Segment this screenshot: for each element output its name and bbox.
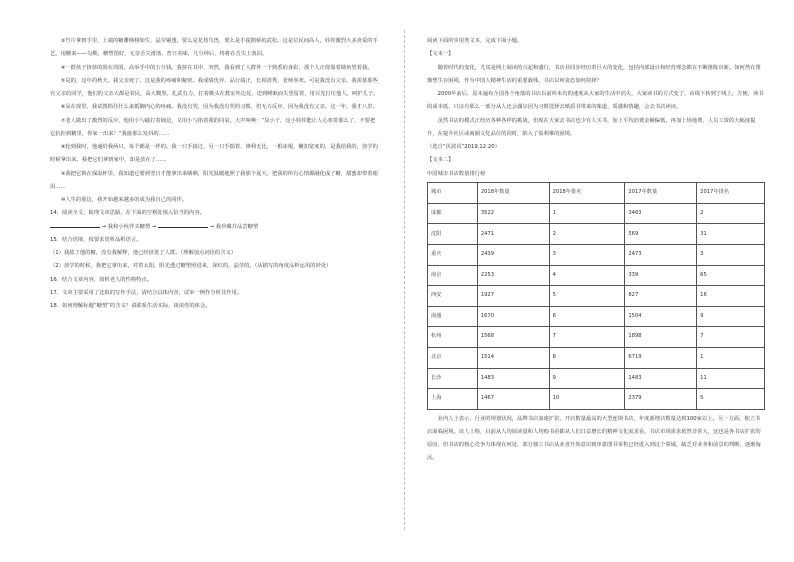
question-17: 17．文章主要采用了比拟的写作手法，请结合具体内容，试举一例作分析其作用。: [50, 289, 243, 296]
table-cell: 1483: [477, 368, 549, 389]
table-cell: 南京: [428, 265, 478, 286]
table-cell: 1568: [477, 327, 549, 348]
table-cell: 6719: [625, 347, 697, 368]
table-cell: 1504: [625, 306, 697, 327]
table-cell: 3: [549, 244, 625, 265]
table-row: [428, 224, 765, 245]
table-cell: 2473: [625, 244, 697, 265]
table-cell: 杭州: [428, 327, 478, 348]
text2-paragraph: 业内人士表示，行业的规划状况，品牌书店加速扩张，开店数量最高的大型连锁书店，年度新增店数量达到100家以上。另一方面，独立书店面临困境。该人士称，目前从人均阅读量和人均购书看都从人们日益增长的精神文化需求看，书店市场需求依然非常大，这也是各书店扩张的原因，但书店的核心竞争力体现在何处，部分独立书店从业者开始意识到单靠图书零售已经进入到这个领域，缺乏对业务和前景的判断，逐渐淘汰。: [427, 415, 761, 462]
text1-label: 【文本一】: [427, 51, 454, 58]
table-cell: 339: [625, 265, 697, 286]
table-row: [428, 327, 765, 348]
table-row: [428, 306, 765, 327]
table-cell: 上海: [428, 389, 478, 410]
table-cell: 2439: [477, 244, 549, 265]
table-cell: 5: [549, 286, 625, 307]
table-cell: 569: [625, 224, 697, 245]
table-row: [428, 286, 765, 307]
question-15-1: （1）我舔了他的糖，没有我解释，他已经挤进了人群。（理解加点词语的含义）: [50, 250, 237, 256]
table-cell: 65: [697, 265, 765, 286]
table-header: 2017年排名: [697, 182, 765, 203]
question-18: 18．如何理解标题“糖塑”的含义？请联系生活实际，谈谈你的体会。: [50, 303, 211, 309]
table-row: [428, 203, 765, 224]
table-cell: 沈阳: [428, 224, 478, 245]
table-cell: 827: [625, 286, 697, 307]
table-cell: 2: [697, 203, 765, 224]
table-row: [428, 244, 765, 265]
table-row: [428, 368, 765, 389]
table-cell: 1: [697, 347, 765, 368]
table-header: 城市: [428, 182, 478, 203]
table-cell: 南通: [428, 306, 478, 327]
flow-step-2: → 我珍藏并品尝糖塑: [209, 223, 259, 230]
table-cell: 16: [697, 286, 765, 307]
table-cell: 2471: [477, 224, 549, 245]
table-cell: 10: [549, 389, 625, 410]
table-cell: 1670: [477, 306, 549, 327]
text1-paragraph-3: 虽然书店的模式正经历各种各样的挑战，但现在大家去书店也少有人买书，加上平均消费金额偏低，再加上场地费、人员工资的大幅度提升，在提升社区或商圈文化品位的同时，陷入了盈利难的困境。: [427, 117, 756, 137]
table-header: 2017年数量: [625, 182, 697, 203]
table-cell: 8: [549, 347, 625, 368]
table-cell: 4: [549, 265, 625, 286]
table-row: [428, 389, 765, 410]
question-15: 15．结合语境，按要求赏析品析语言。: [50, 236, 142, 243]
table-cell: 北京: [428, 347, 478, 368]
paragraph-4: ④一群孩子挤挤的围在周围，高举手中的五分钱。我挤在其中，突然，我看到了人群外一个熟悉的身影，那个人正倚靠着墙角望着我。: [60, 64, 373, 71]
table-row: [428, 347, 765, 368]
table-header: 2018年排名: [549, 182, 625, 203]
flow-step-1: → 我和小伙伴买糖塑 →: [101, 223, 157, 230]
right-column: [427, 35, 765, 466]
paragraph-8: ⑧轮到我时，他递给我两只，每个都是一样的。我一只手接过，另一只手揣着，锋利无比，一根冰棍，嫩扣宽度的，是我给我的，放学的时候拿出来。我把它们拿到家中，却是放在了……: [50, 144, 378, 164]
table-row: [428, 265, 765, 286]
table-cell: 7: [697, 327, 765, 348]
bookstore-ranking-table: [427, 182, 765, 410]
table-cell: 2253: [477, 265, 549, 286]
question-14-flow: [50, 221, 380, 234]
table-cell: 2: [549, 224, 625, 245]
text2-label: 【文本二】: [427, 157, 454, 164]
table-cell: 6: [549, 306, 625, 327]
paragraph-3: ③竹片拿到手里，上端的糖雕栩栩如生，晶莹剔透。要么是花枝鸟兽，要么是手提鹊桥的武松。这是位民间高人，娃娃激烈大多喜爱的手艺。用糖来——勾勒，糖塑图好，无奈舌尖滑落，普日美味，几分钟后，终将在舌尖上落泪。: [50, 38, 378, 58]
table-cell: 成都: [428, 203, 478, 224]
table-cell: 7: [549, 327, 625, 348]
table-cell: 3522: [477, 203, 549, 224]
table-cell: 1483: [625, 368, 697, 389]
table-title: 中国城市书店数量排行榜: [427, 170, 486, 177]
table-cell: 2379: [625, 389, 697, 410]
reading-intro: 阅读下面的实用类文本，完成下面小题。: [427, 38, 523, 44]
table-header: 2018年数量: [477, 182, 549, 203]
question-15-2: （2）放学的时候，我把它拿出来，对着太阳，阳光透过糖塑照进来，深红的，晶莹的。（从描写的角度品析运用的妙处）: [50, 263, 332, 270]
table-cell: 1927: [477, 286, 549, 307]
answer-blank-2[interactable]: [158, 222, 208, 228]
table-header-row: [428, 182, 765, 203]
table-cell: 3: [697, 244, 765, 265]
answer-blank-1[interactable]: [50, 222, 100, 228]
table-cell: 9: [549, 368, 625, 389]
table-cell: 1: [549, 203, 625, 224]
paragraph-9: ⑨我把它锁在保温杯里，我知道它要到翌日才能拿出来晒晒，阳光温暖地照了我那个夏天，把我的所有心情都融化成了糖，甜蜜却带着眼泪……: [50, 170, 378, 190]
text1-paragraph-1: 随着时代的变化，尤其是网上阅读的兴起和盛行，书店业同步经历着巨大的变化，包括内部设计和经营理念都在不断推陈出新。如何然在图像塑生存困境，作为中国人精神生活的重要载体，书店以何姿态如何抉择？: [427, 64, 761, 84]
table-cell: 1898: [625, 327, 697, 348]
column-divider: [404, 30, 405, 530]
question-16: 16．结合文章内容，简析老人的性格特点。: [50, 276, 153, 283]
table-cell: 3463: [625, 203, 697, 224]
question-14: 14．阅读全文，梳理文章思路，在下面的空格处填入恰当的内容。: [50, 210, 206, 217]
table-cell: 5: [697, 389, 765, 410]
text1-paragraph-2: 2000年前后，原本遍布全国各个角落的书店以前所未有的速度从大家的生活中消失，大家读书的方式变了，由线下转到了线上，方便，读书的成本低，只证有那么一部分从人还会偶尔因为习惯选择去纸质书带来的味道、质感和情趣，会去书店读读。: [427, 91, 764, 111]
paragraph-5: ⑤是的，这年的秋天，我父亲死了。这是我的疼痛和秘密。我成绩优异，品行端正，长相清秀，老师喜欢。可是我没有父亲。我羡慕那些有父亲的同学，他们的父亲大都是农民，高大黝黑，扎武有力，扛着锄头在教室外边晃，送到睡眠而失望留着，用目光打压他人，呵护儿子。: [50, 77, 379, 97]
table-cell: 31: [697, 224, 765, 245]
paragraph-6: ⑥呆在现里，我试图抓住什么来抵御内心的疼痛。我没有哭，因为我没有哭的习惯，但无力反应，因为我没有父亲。这一年，我才八岁。: [60, 104, 378, 111]
table-cell: 11: [697, 368, 765, 389]
table-cell: 1514: [477, 347, 549, 368]
paragraph-7: ⑦老人做出了激烈的反应，他用小勺敲打着锅边，又用小勺指着我的同桌，大声叫唤：“臭小子，这小娃娃能让人心寒贯那么了，不要把它抗拒到糖里，你家一出来！”我接那么发抖的……: [50, 117, 376, 137]
table-cell: 1467: [477, 389, 549, 410]
table-cell: 重庆: [428, 244, 478, 265]
table-cell: 长沙: [428, 368, 478, 389]
table-cell: 9: [697, 306, 765, 327]
left-column: [50, 35, 380, 313]
paragraph-10: ⑩人生的那边，我开始越来越多的成为我自己的同伴。: [60, 197, 188, 203]
table-cell: 西安: [428, 286, 478, 307]
text1-source: （选自“伏波讯”2019.12.20）: [427, 144, 500, 150]
